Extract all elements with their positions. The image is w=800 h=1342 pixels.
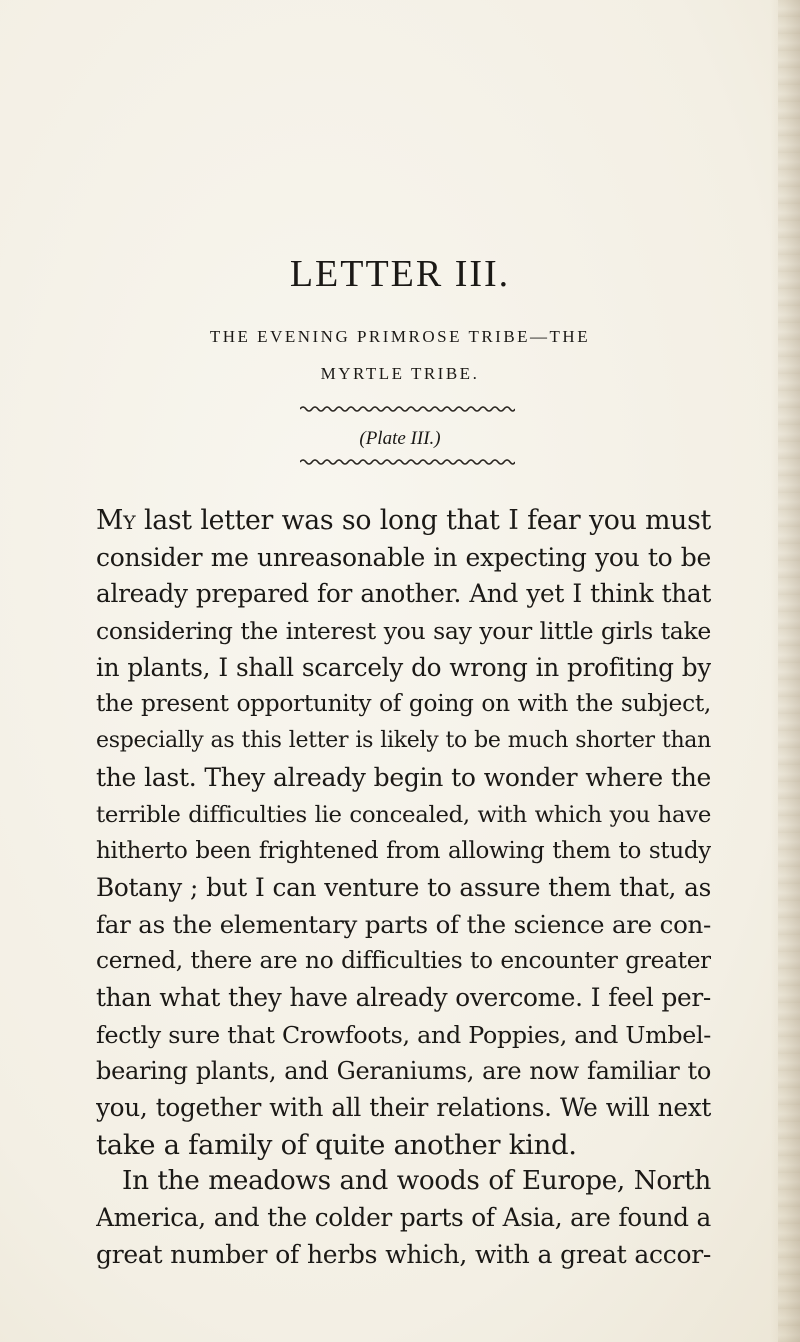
letter-body <box>96 503 711 1273</box>
body-line: especially as this letter is likely to be much shorter than <box>96 728 711 754</box>
body-line: great number of herbs which, with a great accor- <box>96 1239 711 1269</box>
body-line: consider me unreasonable in expecting you to be <box>96 542 711 572</box>
ornamental-rule-bottom <box>300 458 515 466</box>
body-line: cerned, there are no difficulties to encounter greater <box>96 947 711 975</box>
body-line: than what they have already overcome. I feel per- <box>96 982 711 1012</box>
opening-word: My <box>96 505 136 536</box>
body-line: Botany ; but I can venture to assure them that, as <box>96 872 711 902</box>
body-line: terrible difficulties lie concealed, with which you have <box>96 801 711 828</box>
body-line: you, together with all their relations. We will next <box>96 1093 711 1122</box>
page-edge-shadow <box>778 0 800 1342</box>
chapter-subtitle-line-1: THE EVENING PRIMROSE TRIBE—THE <box>209 327 591 346</box>
body-line: take a family of quite another kind. <box>96 1128 577 1161</box>
body-line: In the meadows and woods of Europe, North <box>122 1166 711 1197</box>
body-line: in plants, I shall scarcely do wrong in profiting by <box>96 652 711 682</box>
body-line: bearing plants, and Geraniums, are now familiar to <box>96 1057 711 1086</box>
body-line: hitherto been frightened from allowing them to study <box>96 838 711 865</box>
chapter-subtitle-line-2: MYRTLE TRIBE. <box>320 364 480 383</box>
body-line: far as the elementary parts of the science are con- <box>96 909 711 939</box>
body-line: the present opportunity of going on with the subject, <box>96 690 711 718</box>
body-line: considering the interest you say your little girls take <box>96 617 711 646</box>
body-line-text: last letter was so long that I fear you must <box>135 505 711 536</box>
body-line: fectly sure that Crowfoots, and Poppies, and Umbel- <box>96 1020 711 1049</box>
body-line: the last. They already begin to wonder where the <box>96 762 711 792</box>
body-line: already prepared for another. And yet I think that <box>96 579 711 609</box>
letter-title: LETTER III. <box>289 253 511 295</box>
body-line: America, and the colder parts of Asia, are found a <box>96 1203 711 1233</box>
body-line <box>96 503 711 540</box>
ornamental-rule-top <box>300 405 515 413</box>
plate-reference: (Plate III.) <box>359 428 441 449</box>
